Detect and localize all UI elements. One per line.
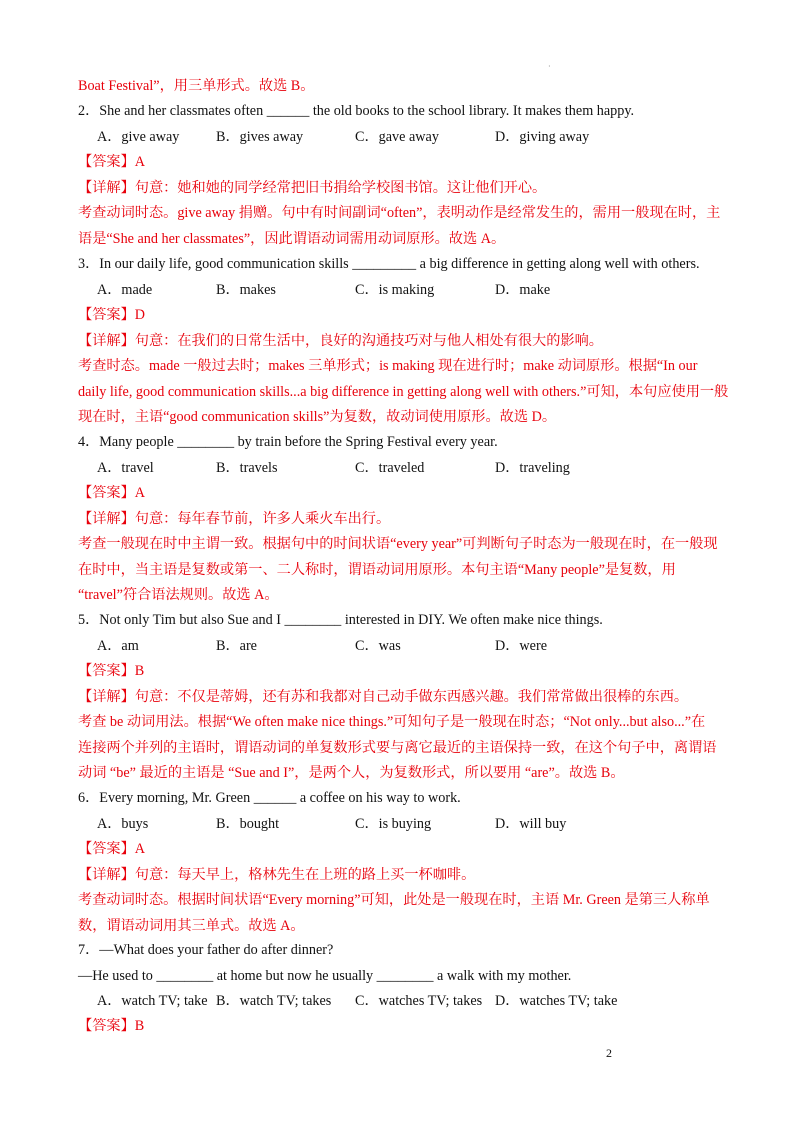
option-d: D．watches TV; take <box>495 993 618 1009</box>
question-4-explanation-line: 【详解】句意：每年春节前，许多人乘火车出行。 <box>78 511 391 527</box>
option-a: A．buys <box>97 816 149 832</box>
question-4-explanation-line: 在时中，当主语是复数或第一、二人称时，谓语动词用原形。本句主语“Many people”是复数，用 <box>78 562 676 578</box>
option-a: A．travel <box>97 460 154 476</box>
page-number: 2 <box>606 1046 612 1060</box>
question-3-explanation-line: daily life, good communication skills...a big difference in getting along well with others.”可知，本句应使用一般 <box>78 384 729 400</box>
option-c: C．gave away <box>355 129 439 145</box>
question-3-explanation-line: 现在时，主语“good communication skills”为复数，故动词使用原形。故选 D。 <box>78 409 557 425</box>
question-5-explanation-line: 【详解】句意：不仅是蒂姆，还有苏和我都对自己动手做东西感兴趣。我们常常做出很棒的东西。 <box>78 689 689 705</box>
question-2-explanation-line: 【详解】句意：她和她的同学经常把旧书捐给学校图书馆。这让他们开心。 <box>78 180 547 196</box>
option-c: C．watches TV; takes <box>355 993 483 1009</box>
question-4-stem: 4．Many people ________ by train before the Spring Festival every year. <box>78 434 498 450</box>
question-6-explanation-line: 【详解】句意：每天早上，格林先生在上班的路上买一杯咖啡。 <box>78 867 476 883</box>
option-b: B．are <box>216 638 257 654</box>
question-3-answer: 【答案】D <box>78 307 145 323</box>
option-c: C．traveled <box>355 460 425 476</box>
question-3-explanation-line: 【详解】句意：在我们的日常生活中，良好的沟通技巧对与他人相处有很大的影响。 <box>78 333 603 349</box>
option-b: B．travels <box>216 460 278 476</box>
option-a: A．made <box>97 282 153 298</box>
option-b: B．bought <box>216 816 280 832</box>
question-4-explanation-line: “travel”符合语法规则。故选 A。 <box>78 587 279 603</box>
option-b: B．makes <box>216 282 276 298</box>
option-d: D．will buy <box>495 816 567 832</box>
question-6-answer: 【答案】A <box>78 841 145 857</box>
question-3-stem: 3．In our daily life, good communication skills _________ a big difference in getting along well with others. <box>78 256 700 272</box>
option-d: D．giving away <box>495 129 590 145</box>
option-c: C．was <box>355 638 401 654</box>
question-2-answer: 【答案】A <box>78 154 145 170</box>
question-7-answer: 【答案】B <box>78 1018 145 1034</box>
page-mark: · <box>548 62 551 71</box>
question-5-explanation-line: 考查 be 动词用法。根据“We often make nice things.”可知句子是一般现在时态；“Not only...but also...”在 <box>78 714 706 730</box>
option-a: A．give away <box>97 129 180 145</box>
option-d: D．make <box>495 282 551 298</box>
option-a: A．am <box>97 638 139 654</box>
carry-over-explanation: Boat Festival”，用三单形式。故选 B。 <box>78 78 315 94</box>
question-7-stem-reply: —He used to ________ at home but now he usually ________ a walk with my mother. <box>78 968 572 984</box>
option-a: A．watch TV; take <box>97 993 208 1009</box>
question-6-explanation-line: 考查动词时态。根据时间状语“Every morning”可知，此处是一般现在时，主语 Mr. Green 是第三人称单 <box>78 892 710 908</box>
option-d: D．traveling <box>495 460 570 476</box>
question-4-answer: 【答案】A <box>78 485 145 501</box>
option-b: B．gives away <box>216 129 304 145</box>
question-4-explanation-line: 考查一般现在时中主谓一致。根据句中的时间状语“every year”可判断句子时态为一般现在时，在一般现 <box>78 536 718 552</box>
question-2-stem: 2．She and her classmates often ______ the old books to the school library. It makes them happy. <box>78 103 635 119</box>
question-2-explanation-line: 语是“She and her classmates”，因此谓语动词需用动词原形。故选 A。 <box>78 231 506 247</box>
question-2-explanation-line: 考查动词时态。give away 捐赠。句中有时间副词“often”，表明动作是经常发生的，需用一般现在时，主 <box>78 205 721 221</box>
question-7-stem: 7．—What does your father do after dinner? <box>78 942 334 958</box>
question-6-stem: 6．Every morning, Mr. Green ______ a coffee on his way to work. <box>78 790 461 806</box>
question-5-explanation-line: 连接两个并列的主语时，谓语动词的单复数形式要与离它最近的主语保持一致，在这个句子中，离谓语 <box>78 740 717 756</box>
question-5-explanation-line: 动词 “be” 最近的主语是 “Sue and I”，是两个人，为复数形式，所以要用 “are”。故选 B。 <box>78 765 625 781</box>
option-d: D．were <box>495 638 547 654</box>
question-5-stem: 5．Not only Tim but also Sue and I ________ interested in DIY. We often make nice things. <box>78 612 603 628</box>
question-3-explanation-line: 考查时态。made 一般过去时；makes 三单形式；is making 现在进行时；make 动词原形。根据“In our <box>78 358 698 374</box>
question-6-explanation-line: 数，谓语动词用其三单式。故选 A。 <box>78 918 305 934</box>
option-b: B．watch TV; takes <box>216 993 332 1009</box>
question-5-answer: 【答案】B <box>78 663 145 679</box>
option-c: C．is buying <box>355 816 432 832</box>
option-c: C．is making <box>355 282 435 298</box>
